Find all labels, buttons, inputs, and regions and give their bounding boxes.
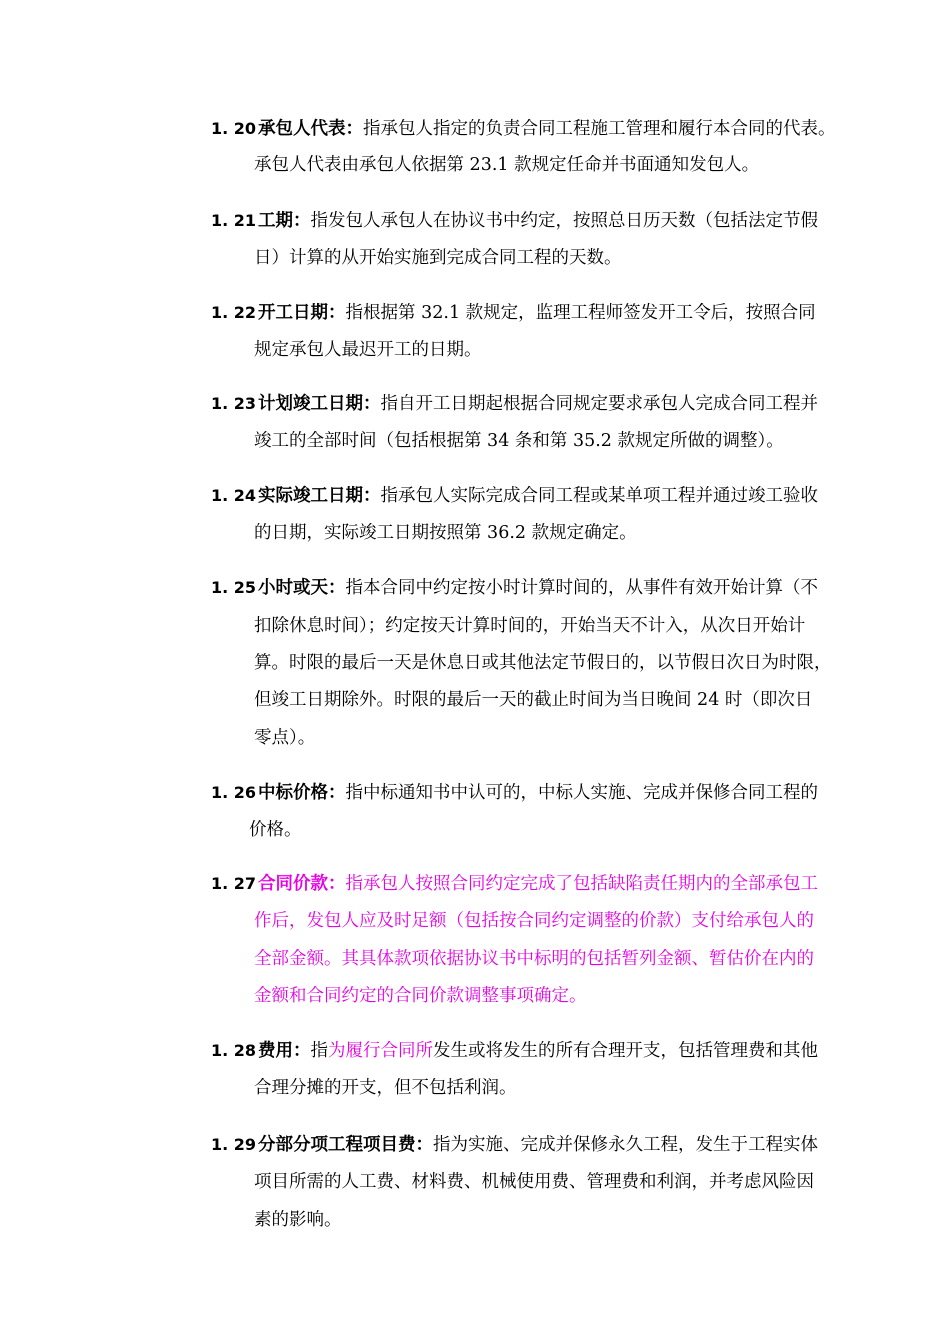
clause-term: 费用： [258,1041,311,1061]
clause-number: 1. 20 [211,119,257,138]
clause-continuation: 日）计算的从开始实施到完成合同工程的天数。 [254,248,622,268]
clause-number: 1. 28 [211,1041,257,1060]
clause-term: 中标价格： [258,783,346,803]
clause-text: 指承包人按照合同约定完成了包括缺陷责任期内的全部承包工 [345,874,819,894]
clause-continuation: 合理分摊的开支，但不包括利润。 [254,1078,517,1098]
clause-term: 分部分项工程项目费： [258,1135,434,1155]
clause-continuation: 算。时限的最后一天是休息日或其他法定节假日的，以节假日次日为时限， [254,653,832,673]
clause-first-line [211,577,818,599]
clause-number: 1. 29 [211,1135,257,1154]
clause-text: 指发包人承包人在协议书中约定，按照总日历天数（包括法定节假 [310,211,819,231]
clause-term: 开工日期： [258,303,346,323]
clause-first-line [211,1040,818,1062]
clause-term: 小时或天： [258,578,346,598]
clause-continuation: 价格。 [249,820,302,840]
clause-highlight: 为履行合同所 [328,1041,434,1061]
clause-first-line [211,302,816,324]
clause-text: 指承包人指定的负责合同工程施工管理和履行本合同的代表。 [363,119,836,139]
clause-term: 承包人代表： [258,119,364,139]
clause-continuation: 全部金额。其具体款项依据协议书中标明的包括暂列金额、暂估价在内的 [254,949,814,969]
clause-continuation: 但竣工日期除外。时限的最后一天的截止时间为当日晚间 24 时（即次日 [254,690,813,710]
clause-first-line [211,210,818,232]
clause-number: 1. 25 [211,578,257,597]
clause-text: 指 [310,1041,329,1061]
clause-continuation: 竣工的全部时间（包括根据第 34 条和第 35.2 款规定所做的调整）。 [254,431,784,451]
clause-number: 1. 23 [211,394,257,413]
clause-first-line [211,118,836,140]
clause-continuation: 金额和合同约定的合同价款调整事项确定。 [254,986,587,1006]
clause-term: 实际竣工日期： [258,486,381,506]
clause-term: 工期： [258,211,311,231]
clause-first-line [211,393,818,415]
clause-continuation: 素的影响。 [254,1210,342,1230]
clause-continuation: 零点）。 [254,728,316,748]
clause-number: 1. 22 [211,303,257,322]
clause-first-line [211,1134,818,1156]
clause-continuation: 项目所需的人工费、材料费、机械使用费、管理费和利润，并考虑风险因 [254,1172,814,1192]
clause-text: 发生或将发生的所有合理开支，包括管理费和其他 [433,1041,819,1061]
clause-term: 合同价款： [258,874,346,894]
clause-text: 指本合同中约定按小时计算时间的，从事件有效开始计算（不 [345,578,819,598]
clause-first-line [211,485,818,507]
clause-text: 指承包人实际完成合同工程或某单项工程并通过竣工验收 [380,486,819,506]
clause-first-line [211,873,818,895]
clause-term: 计划竣工日期： [258,394,381,414]
clause-number: 1. 26 [211,783,257,802]
clause-text: 指自开工日期起根据合同规定要求承包人完成合同工程并 [380,394,819,414]
clause-text: 指为实施、完成并保修永久工程，发生于工程实体 [433,1135,819,1155]
clause-text: 指根据第 32.1 款规定，监理工程师签发开工令后，按照合同 [345,303,816,323]
clause-continuation: 作后，发包人应及时足额（包括按合同约定调整的价款）支付给承包人的 [254,911,814,931]
clause-number: 1. 27 [211,874,257,893]
clause-text: 指中标通知书中认可的，中标人实施、完成并保修合同工程的 [345,783,819,803]
clause-continuation: 的日期，实际竣工日期按照第 36.2 款规定确定。 [254,523,637,543]
clause-number: 1. 21 [211,211,257,230]
clause-continuation: 承包人代表由承包人依据第 23.1 款规定任命并书面通知发包人。 [254,155,760,175]
clause-number: 1. 24 [211,486,257,505]
clause-continuation: 规定承包人最迟开工的日期。 [254,340,482,360]
clause-first-line [211,782,818,804]
clause-continuation: 扣除休息时间）；约定按天计算时间的，开始当天不计入，从次日开始计 [254,616,806,636]
